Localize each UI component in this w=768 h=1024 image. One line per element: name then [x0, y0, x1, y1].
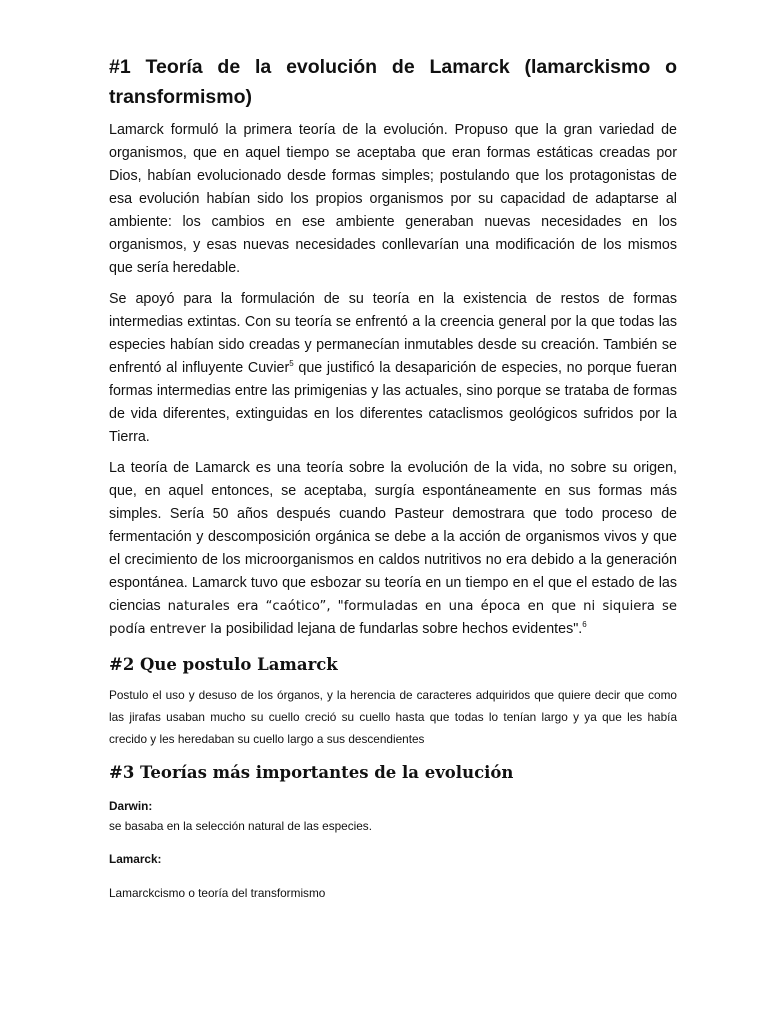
section1-paragraph-1: Lamarck formuló la primera teoría de la evolución. Propuso que la gran variedad de organismos, que en aquel tiempo se aceptaba que eran formas estáticas creadas por Dios, habían evolucionado desde formas simples; postulando que los protagonistas de esa evolución habían sido los propios organismos por su capacidad de adaptarse al ambiente: los cambios en ese ambiente generaban nuevas necesidades en los organismos, y esas nuevas necesidades conllevarían una modificación de los mismos que sería heredable. [109, 122, 677, 276]
darwin-text: se basaba en la selección natural de las especies. [109, 819, 372, 833]
section2-heading: #2 Que postulo Lamarck [109, 655, 338, 674]
section2-text: Postulo el uso y desuso de los órganos, y la herencia de caracteres adquiridos que quiere decir que como las jirafas usaban mucho su cuello creció su cuello hasta que todas lo tenían largo y ya que les había crecido y les heredaban su cuello largo a sus descendientes [109, 688, 677, 746]
paragraph-3-text-c: posibilidad lejana de fundarlas sobre hechos evidentes". [221, 621, 583, 637]
lamarck-label: Lamarck: [109, 852, 162, 866]
paragraph-3-quote: naturales era “caótico”, "formuladas en una época en que ni siquiera se podía entrever la [109, 599, 678, 637]
lamarck-text: Lamarckcismo o teoría del transformismo [109, 886, 326, 900]
section1-paragraph-3 [109, 457, 677, 641]
section1-heading: #1 Teoría de la evolución de Lamarck (lamarckismo o transformismo) [109, 56, 677, 108]
paragraph-2-text-b: que justificó la desaparición de especies, no porque fueran formas intermedias entre las primigenias y las actuales, sino porque se trataba de formas de vida diferentes, extinguidas en los diferentes cataclismos geológicos sufridos por la Tierra. [109, 360, 677, 445]
paragraph-2-text-a: Se apoyó para la formulación de su teoría en la existencia de restos de formas intermedias extintas. Con su teoría se enfrentó a la creencia general por la que todas las especies habían sido creadas y permanecían inmutables desde su creación. También se enfrentó al influyente Cuvier [109, 291, 677, 376]
section1-paragraph-2 [109, 288, 677, 449]
footnote-ref-5: 5 [289, 359, 294, 369]
footnote-ref-6: 6 [582, 620, 587, 630]
paragraph-3-text-a: La teoría de Lamarck es una teoría sobre la evolución de la vida, no sobre su origen, que, en aquel entonces, se aceptaba, surgía espontáneamente en sus formas más simples. Sería 50 años después cuando Pasteur demostrara que todo proceso de fermentación y descomposición orgánica se debe a la acción de organismos vivos y que el crecimiento de los microorganismos en caldos nutritivos no era debido a la generación espontánea. Lamarck tuvo que esbozar su teoría en un tiempo en el que el estado de las ciencias [109, 460, 677, 614]
section3-heading: #3 Teorías más importantes de la evolución [109, 763, 514, 782]
darwin-label: Darwin: [109, 799, 153, 813]
